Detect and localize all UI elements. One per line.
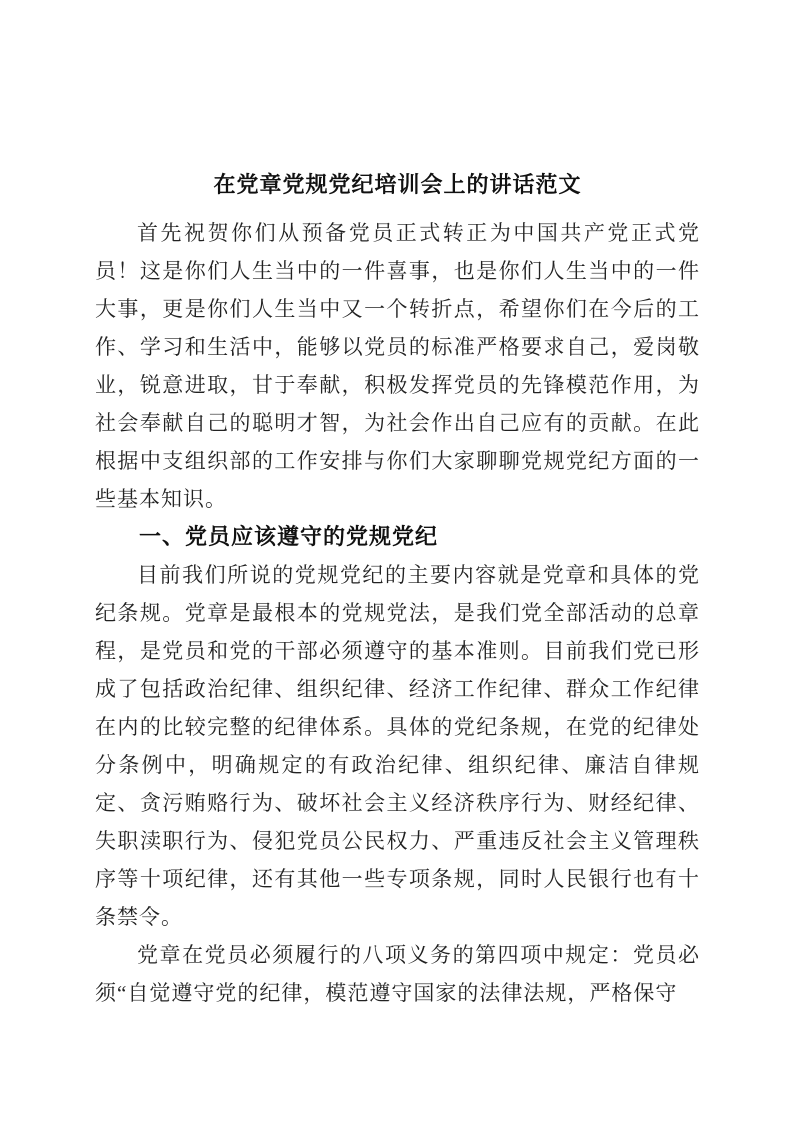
obligation-paragraph: 党章在党员必须履行的八项义务的第四项中规定：党员必须“自觉遵守党的纪律，模范遵守国家的法律法规，严格保守: [95, 943, 700, 1005]
document-title: 在党章党规党纪培训会上的讲话范文: [213, 172, 582, 197]
rules-paragraph: 目前我们所说的党规党纪的主要内容就是党章和具体的党纪条规。党章是最根本的党规党法，是我们党全部活动的总章程，是党员和党的干部必须遵守的基本准则。目前我们党已形成了包括政治纪律、组织纪律、经济工作纪律、群众工作纪律在内的比较完整的纪律体系。具体的党纪条规，在党的纪律处分条例中，明确规定的有政治纪律、组织纪律、廉洁自律规定、贪污贿赂行为、破坏社会主义经济秩序行为、财经纪律、失职渎职行为、侵犯党员公民权力、严重违反社会主义管理秩序等十项纪律，还有其他一些专项条规，同时人民银行也有十条禁令。: [95, 563, 700, 929]
section-heading-rules: 一、党员应该遵守的党规党纪: [139, 524, 439, 549]
intro-paragraph: 首先祝贺你们从预备党员正式转正为中国共产党正式党员！这是你们人生当中的一件喜事，也是你们人生当中的一件大事，更是你们人生当中又一个转折点，希望你们在今后的工作、学习和生活中，能够以党员的标准严格要求自己，爱岗敬业，锐意进取，甘于奉献，积极发挥党员的先锋模范作用，为社会奉献自己的聪明才智，为社会作出自己应有的贡献。在此根据中支组织部的工作安排与你们大家聊聊党规党纪方面的一些基本知识。: [95, 221, 700, 511]
